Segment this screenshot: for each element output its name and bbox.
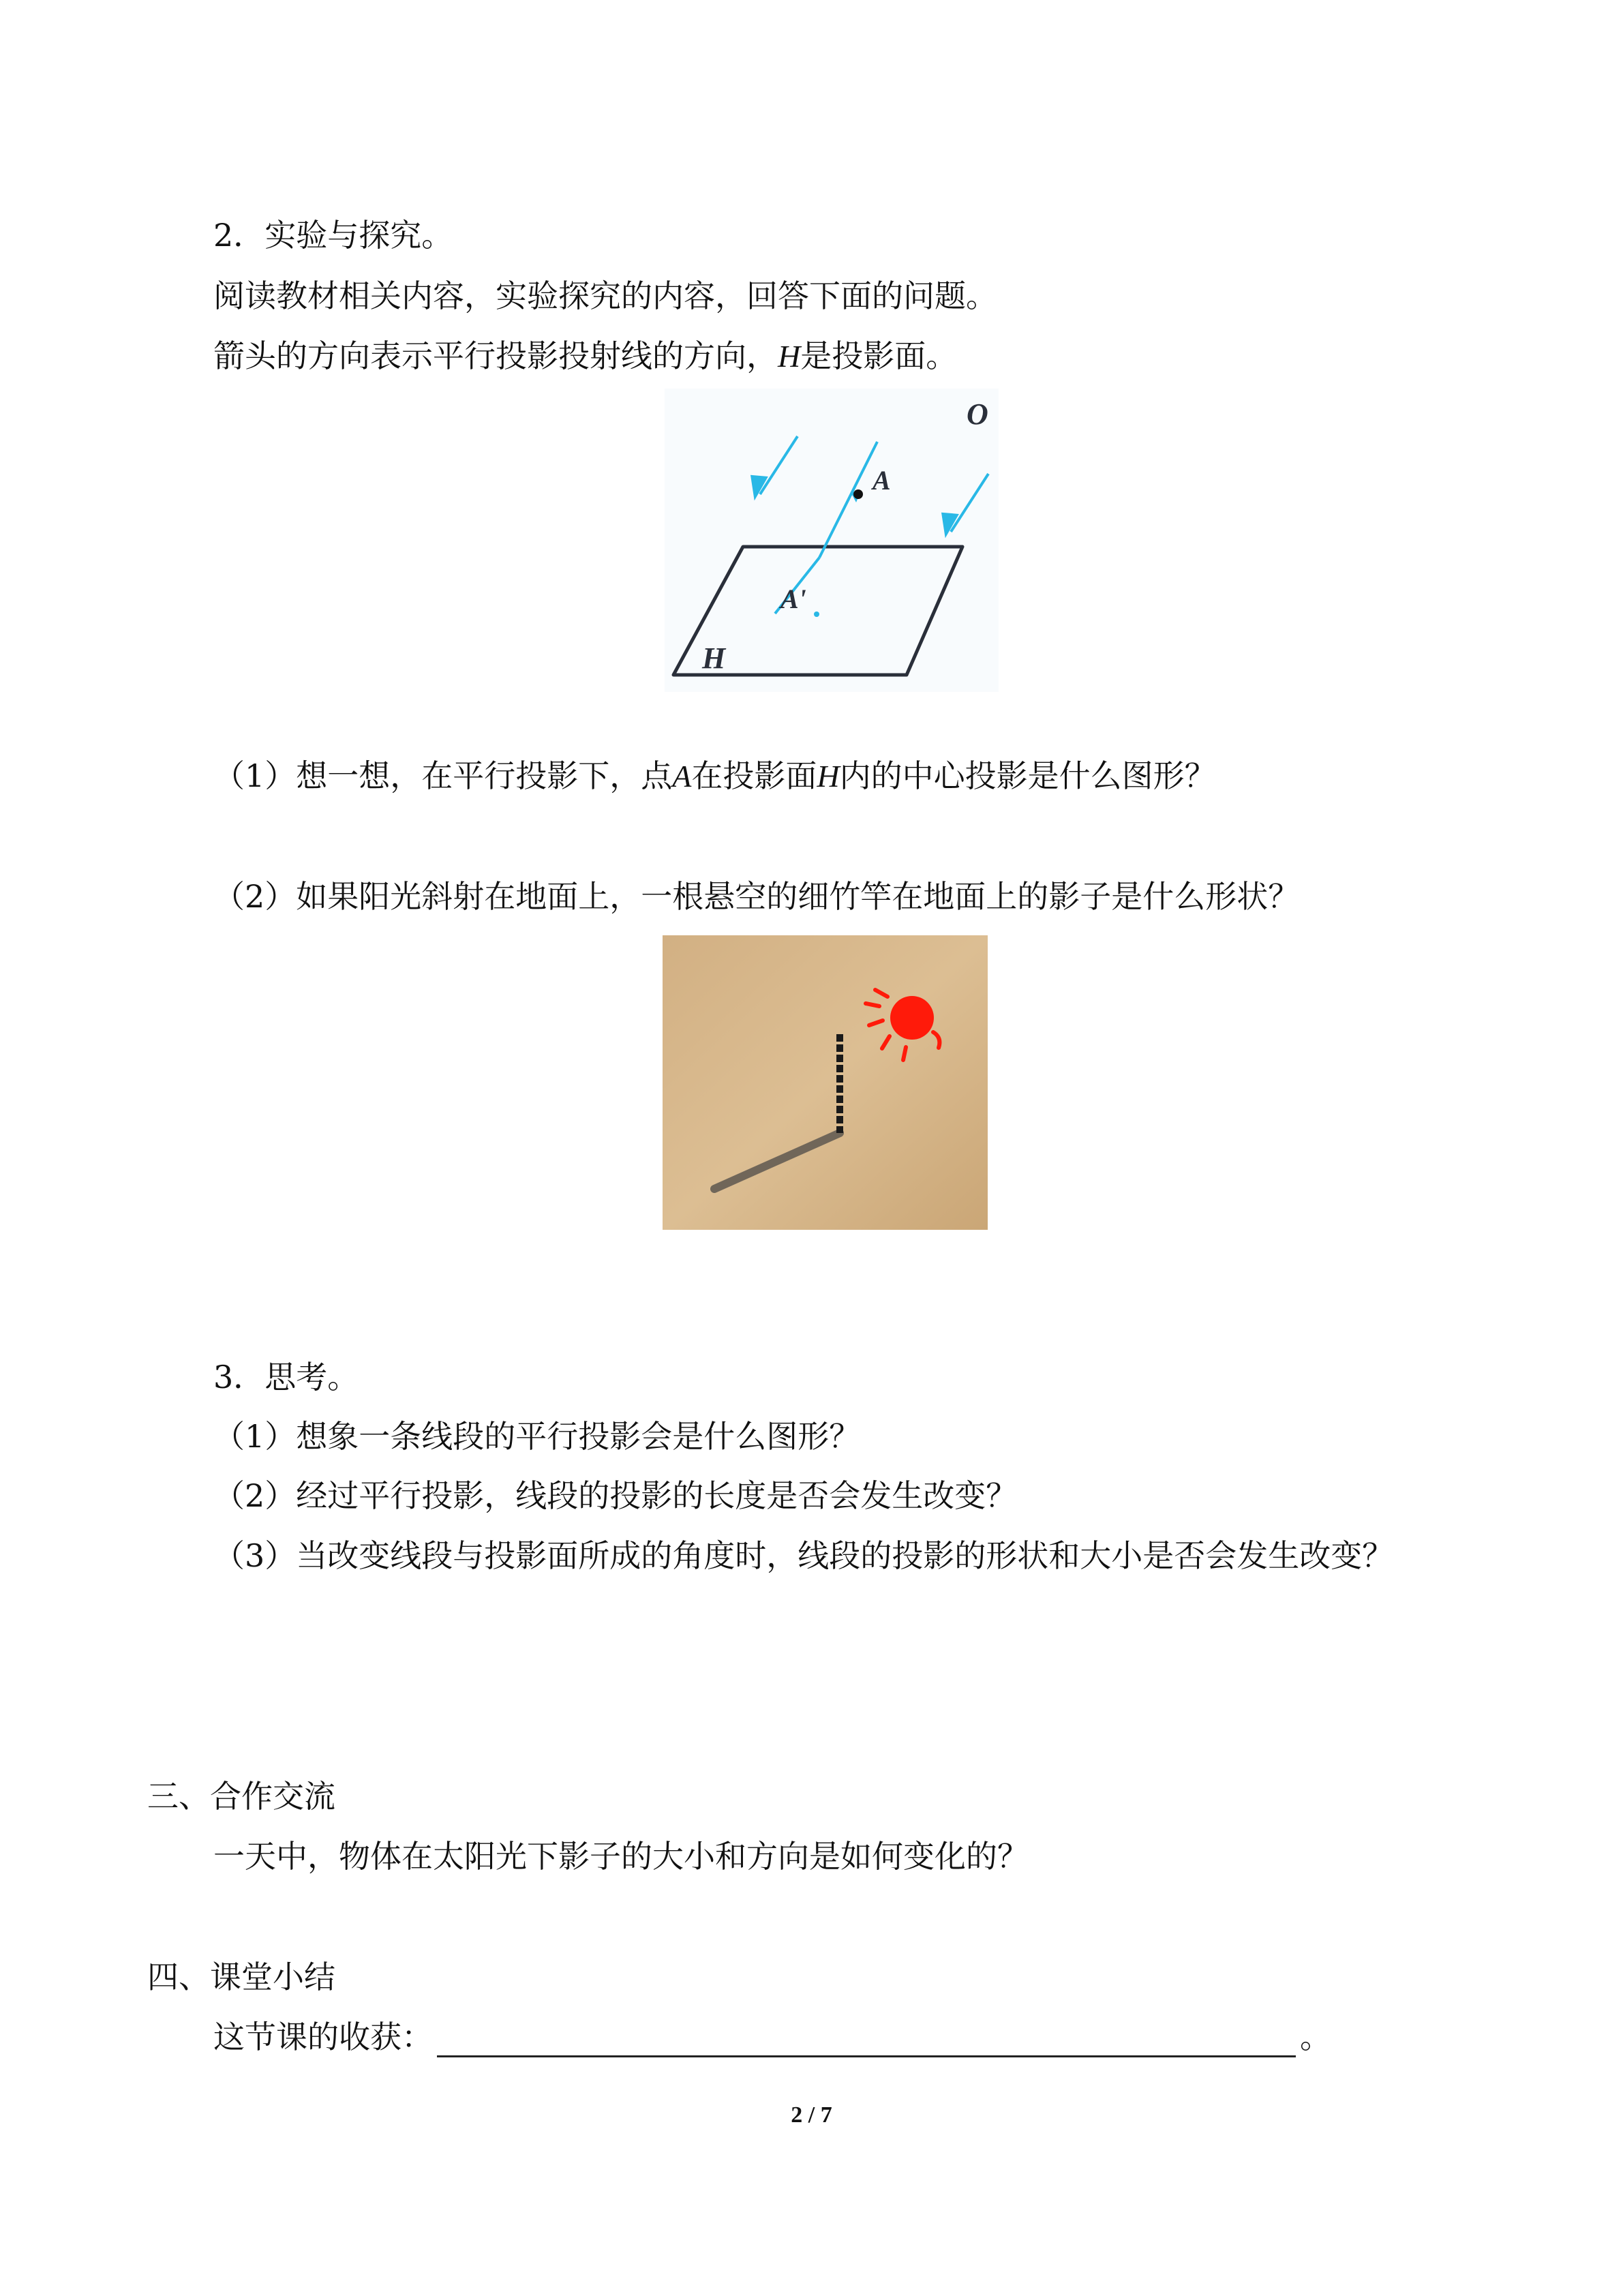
label-o: O (967, 397, 988, 431)
label-a-prime: A' (780, 584, 806, 614)
sun-ray (866, 1003, 879, 1006)
var-a: A (672, 759, 692, 794)
q1-text-mid: 在投影面 (691, 757, 817, 794)
answer-blank[interactable] (437, 2025, 1296, 2057)
section2-instruction: 阅读教材相关内容，实验探究的内容，回答下面的问题。 (213, 277, 997, 314)
sun-icon (890, 996, 934, 1040)
parallel-projection-figure (665, 389, 999, 692)
page-number: 2 / 7 (791, 2102, 832, 2128)
section3-question-1: （1）想象一条线段的平行投影会是什么图形？ (213, 1418, 861, 1455)
q1-text-pre: （1）想一想，在平行投影下，点 (213, 757, 673, 794)
sun-ray (903, 1047, 906, 1060)
label-a: A (873, 465, 891, 496)
section2-question-1 (213, 755, 1216, 797)
paper-background (663, 935, 988, 1230)
label-h: H (702, 641, 726, 675)
section2-arrow-description (213, 335, 957, 377)
section3-question-2: （2）经过平行投影，线段的投影的长度是否会发生改变？ (213, 1477, 1018, 1514)
point-a-prime (814, 611, 819, 617)
summary-end: 。 (1300, 2019, 1331, 2055)
section2-question-2: （2）如果阳光斜射在地面上，一根悬空的细竹竿在地面上的影子是什么形状？ (213, 878, 1300, 915)
desc-text-pre: 箭头的方向表示平行投影投射线的方向， (213, 337, 778, 374)
section3-question-3: （3）当改变线段与投影面所成的角度时，线段的投影的形状和大小是否会发生改变？ (213, 1537, 1394, 1574)
bamboo-shadow-figure (663, 935, 988, 1230)
summary-label: 这节课的收获： (213, 2019, 433, 2055)
summary-heading: 四、课堂小结 (147, 1959, 335, 1995)
cooperation-text: 一天中，物体在太阳光下影子的大小和方向是如何变化的？ (213, 1838, 1029, 1875)
cooperation-heading: 三、合作交流 (147, 1778, 335, 1815)
desc-text-post: 是投影面。 (800, 337, 958, 374)
section3-heading: 3．思考。 (213, 1359, 359, 1395)
point-a (853, 489, 863, 499)
section2-heading: 2．实验与探究。 (213, 217, 453, 254)
var-h-q1: H (817, 759, 840, 794)
var-h: H (778, 339, 801, 374)
summary-answer-line (213, 2016, 1331, 2057)
q1-text-post: 内的中心投影是什么图形？ (839, 757, 1216, 794)
